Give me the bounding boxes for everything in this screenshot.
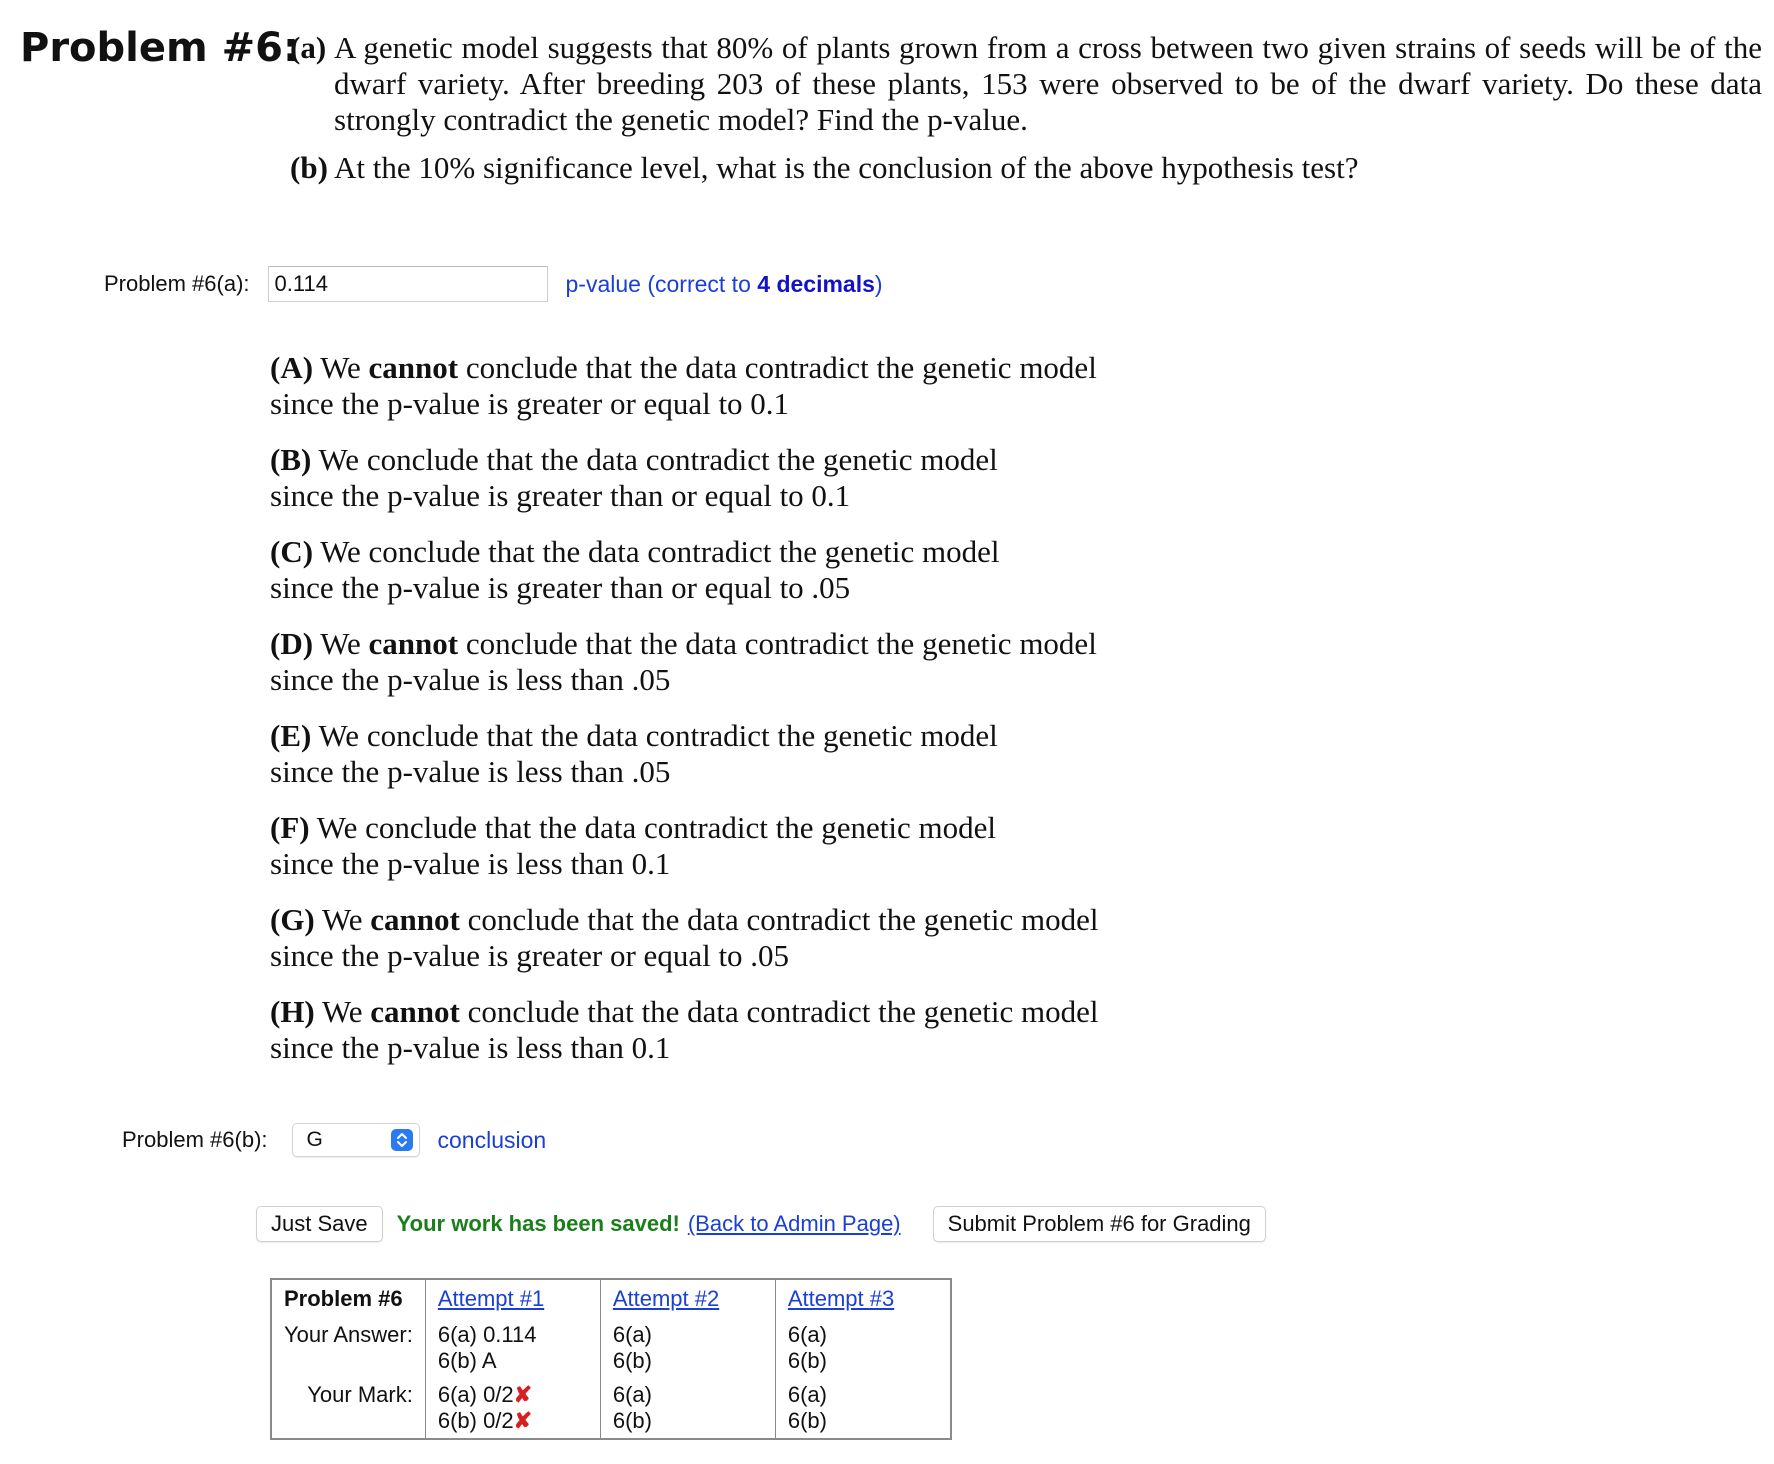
answer-b-label: Problem #6(b): [122, 1127, 268, 1152]
your-answer-row [271, 1318, 951, 1378]
option-letter: (A) [270, 350, 314, 385]
option-text: We conclude that the data contradict the genetic model [320, 534, 1000, 569]
part-a [290, 30, 1762, 138]
attempt-2-header [600, 1279, 775, 1318]
attempt-2-link[interactable]: Attempt #2 [612, 1286, 720, 1311]
answer-a-label: Problem #6(a): [104, 271, 250, 296]
conclusion-options [270, 350, 1170, 1086]
answer-b-hint: conclusion [437, 1126, 547, 1153]
hint-suffix: ) [874, 270, 883, 297]
attempt-3-header [775, 1279, 951, 1318]
option-line2: since the p-value is less than .05 [270, 754, 671, 789]
mark-line [438, 1382, 588, 1408]
your-mark-label: Your Mark: [307, 1382, 413, 1407]
mark-line: 6(a) [787, 1382, 827, 1407]
attempts-header-row [271, 1279, 951, 1318]
hint-prefix: p-value (correct to [565, 270, 758, 297]
mark-line [438, 1408, 588, 1434]
mark-line: 6(b) [787, 1408, 827, 1433]
option-line2: since the p-value is greater than or equal to 0.1 [270, 478, 851, 513]
part-b [290, 150, 1762, 186]
option-e [270, 718, 1170, 790]
attempt-2-mark [600, 1378, 775, 1439]
answer-b-row [122, 1121, 546, 1159]
saved-message: Your work has been saved! [396, 1211, 680, 1236]
mark-text: 6(b) 0/2 [437, 1408, 514, 1433]
answer-line: 6(a) [787, 1322, 827, 1347]
option-line2: since the p-value is less than 0.1 [270, 846, 671, 881]
answer-a-input[interactable] [268, 266, 548, 302]
attempt-1-link[interactable]: Attempt #1 [437, 1286, 545, 1311]
part-a-text: A genetic model suggests that 80% of plants grown from a cross between two given strains of seeds will be of the dwarf variety. After breeding 203 of these plants, 153 were observed to be of the dwarf variety. Do these data strongly contradict the genetic model? Find the p-value. [334, 30, 1762, 137]
option-line2: since the p-value is less than 0.1 [270, 1030, 671, 1065]
option-c [270, 534, 1170, 606]
wrong-x-icon: ✘ [513, 1408, 533, 1433]
option-text: We [321, 902, 371, 937]
conclusion-select-value: G [306, 1128, 323, 1151]
answer-line: 6(b) [612, 1348, 652, 1373]
option-text: We [320, 626, 369, 661]
hint-bold: 4 decimals [757, 270, 875, 297]
option-text: We [320, 350, 369, 385]
option-letter: (E) [270, 718, 312, 753]
answer-line: 6(b) [787, 1348, 827, 1373]
part-b-letter: (b) [290, 150, 328, 185]
option-text: We conclude that the data contradict the genetic model [318, 442, 998, 477]
attempts-table [270, 1278, 952, 1440]
answer-a-hint [566, 271, 883, 298]
mark-line: 6(b) [612, 1408, 652, 1433]
option-letter: (D) [270, 626, 314, 661]
option-line2: since the p-value is greater or equal to 0.1 [270, 386, 790, 421]
option-bold: cannot [370, 902, 460, 937]
mark-text: 6(a) 0/2 [437, 1382, 514, 1407]
back-to-admin-link[interactable]: (Back to Admin Page) [687, 1211, 901, 1236]
option-letter: (C) [270, 534, 314, 569]
option-bold: cannot [368, 626, 459, 661]
option-line2: since the p-value is greater than or equal to .05 [270, 570, 851, 605]
answer-line: 6(a) 0.114 [437, 1322, 537, 1347]
option-letter: (H) [270, 994, 315, 1029]
submit-for-grading-button[interactable]: Submit Problem #6 for Grading [933, 1206, 1266, 1242]
part-b-text: At the 10% significance level, what is the conclusion of the above hypothesis test? [334, 150, 1359, 185]
option-bold: cannot [370, 994, 460, 1029]
attempt-3-mark [775, 1378, 951, 1439]
answer-line: 6(a) [612, 1322, 652, 1347]
option-h [270, 994, 1170, 1066]
option-text: conclude that the data contradict the genetic model [458, 626, 1097, 661]
option-text: conclude that the data contradict the genetic model [458, 350, 1097, 385]
your-mark-row [271, 1378, 951, 1439]
option-text: conclude that the data contradict the genetic model [459, 902, 1099, 937]
option-d [270, 626, 1170, 698]
option-text: We conclude that the data contradict the genetic model [316, 810, 997, 845]
option-letter: (B) [270, 442, 312, 477]
option-bold: cannot [368, 350, 459, 385]
answer-line: 6(b) A [437, 1348, 497, 1373]
option-text: conclude that the data contradict the genetic model [459, 994, 1099, 1029]
option-line2: since the p-value is less than .05 [270, 662, 671, 697]
updown-chevron-icon [391, 1129, 413, 1151]
attempt-2-answer [600, 1318, 775, 1378]
just-save-button[interactable]: Just Save [256, 1206, 383, 1242]
attempt-1-header [425, 1279, 600, 1318]
option-a [270, 350, 1170, 422]
option-text: We conclude that the data contradict the genetic model [318, 718, 998, 753]
attempt-1-mark [425, 1378, 600, 1439]
mark-line: 6(a) [612, 1382, 652, 1407]
action-row [256, 1204, 1266, 1244]
option-line2: since the p-value is greater or equal to .05 [270, 938, 790, 973]
your-answer-label: Your Answer: [284, 1322, 413, 1347]
attempt-3-link[interactable]: Attempt #3 [787, 1286, 895, 1311]
part-a-letter: (a) [290, 30, 327, 65]
option-g [270, 902, 1170, 974]
conclusion-select[interactable] [292, 1123, 420, 1157]
attempts-header-problem: Problem #6 [284, 1286, 403, 1311]
option-letter: (G) [270, 902, 315, 937]
attempt-3-answer [775, 1318, 951, 1378]
option-b [270, 442, 1170, 514]
answer-a-row [104, 264, 883, 304]
problem-title: Problem #6: [20, 25, 299, 71]
option-letter: (F) [270, 810, 310, 845]
attempt-1-answer [425, 1318, 600, 1378]
wrong-x-icon: ✘ [513, 1382, 533, 1407]
option-f [270, 810, 1170, 882]
option-text: We [321, 994, 371, 1029]
